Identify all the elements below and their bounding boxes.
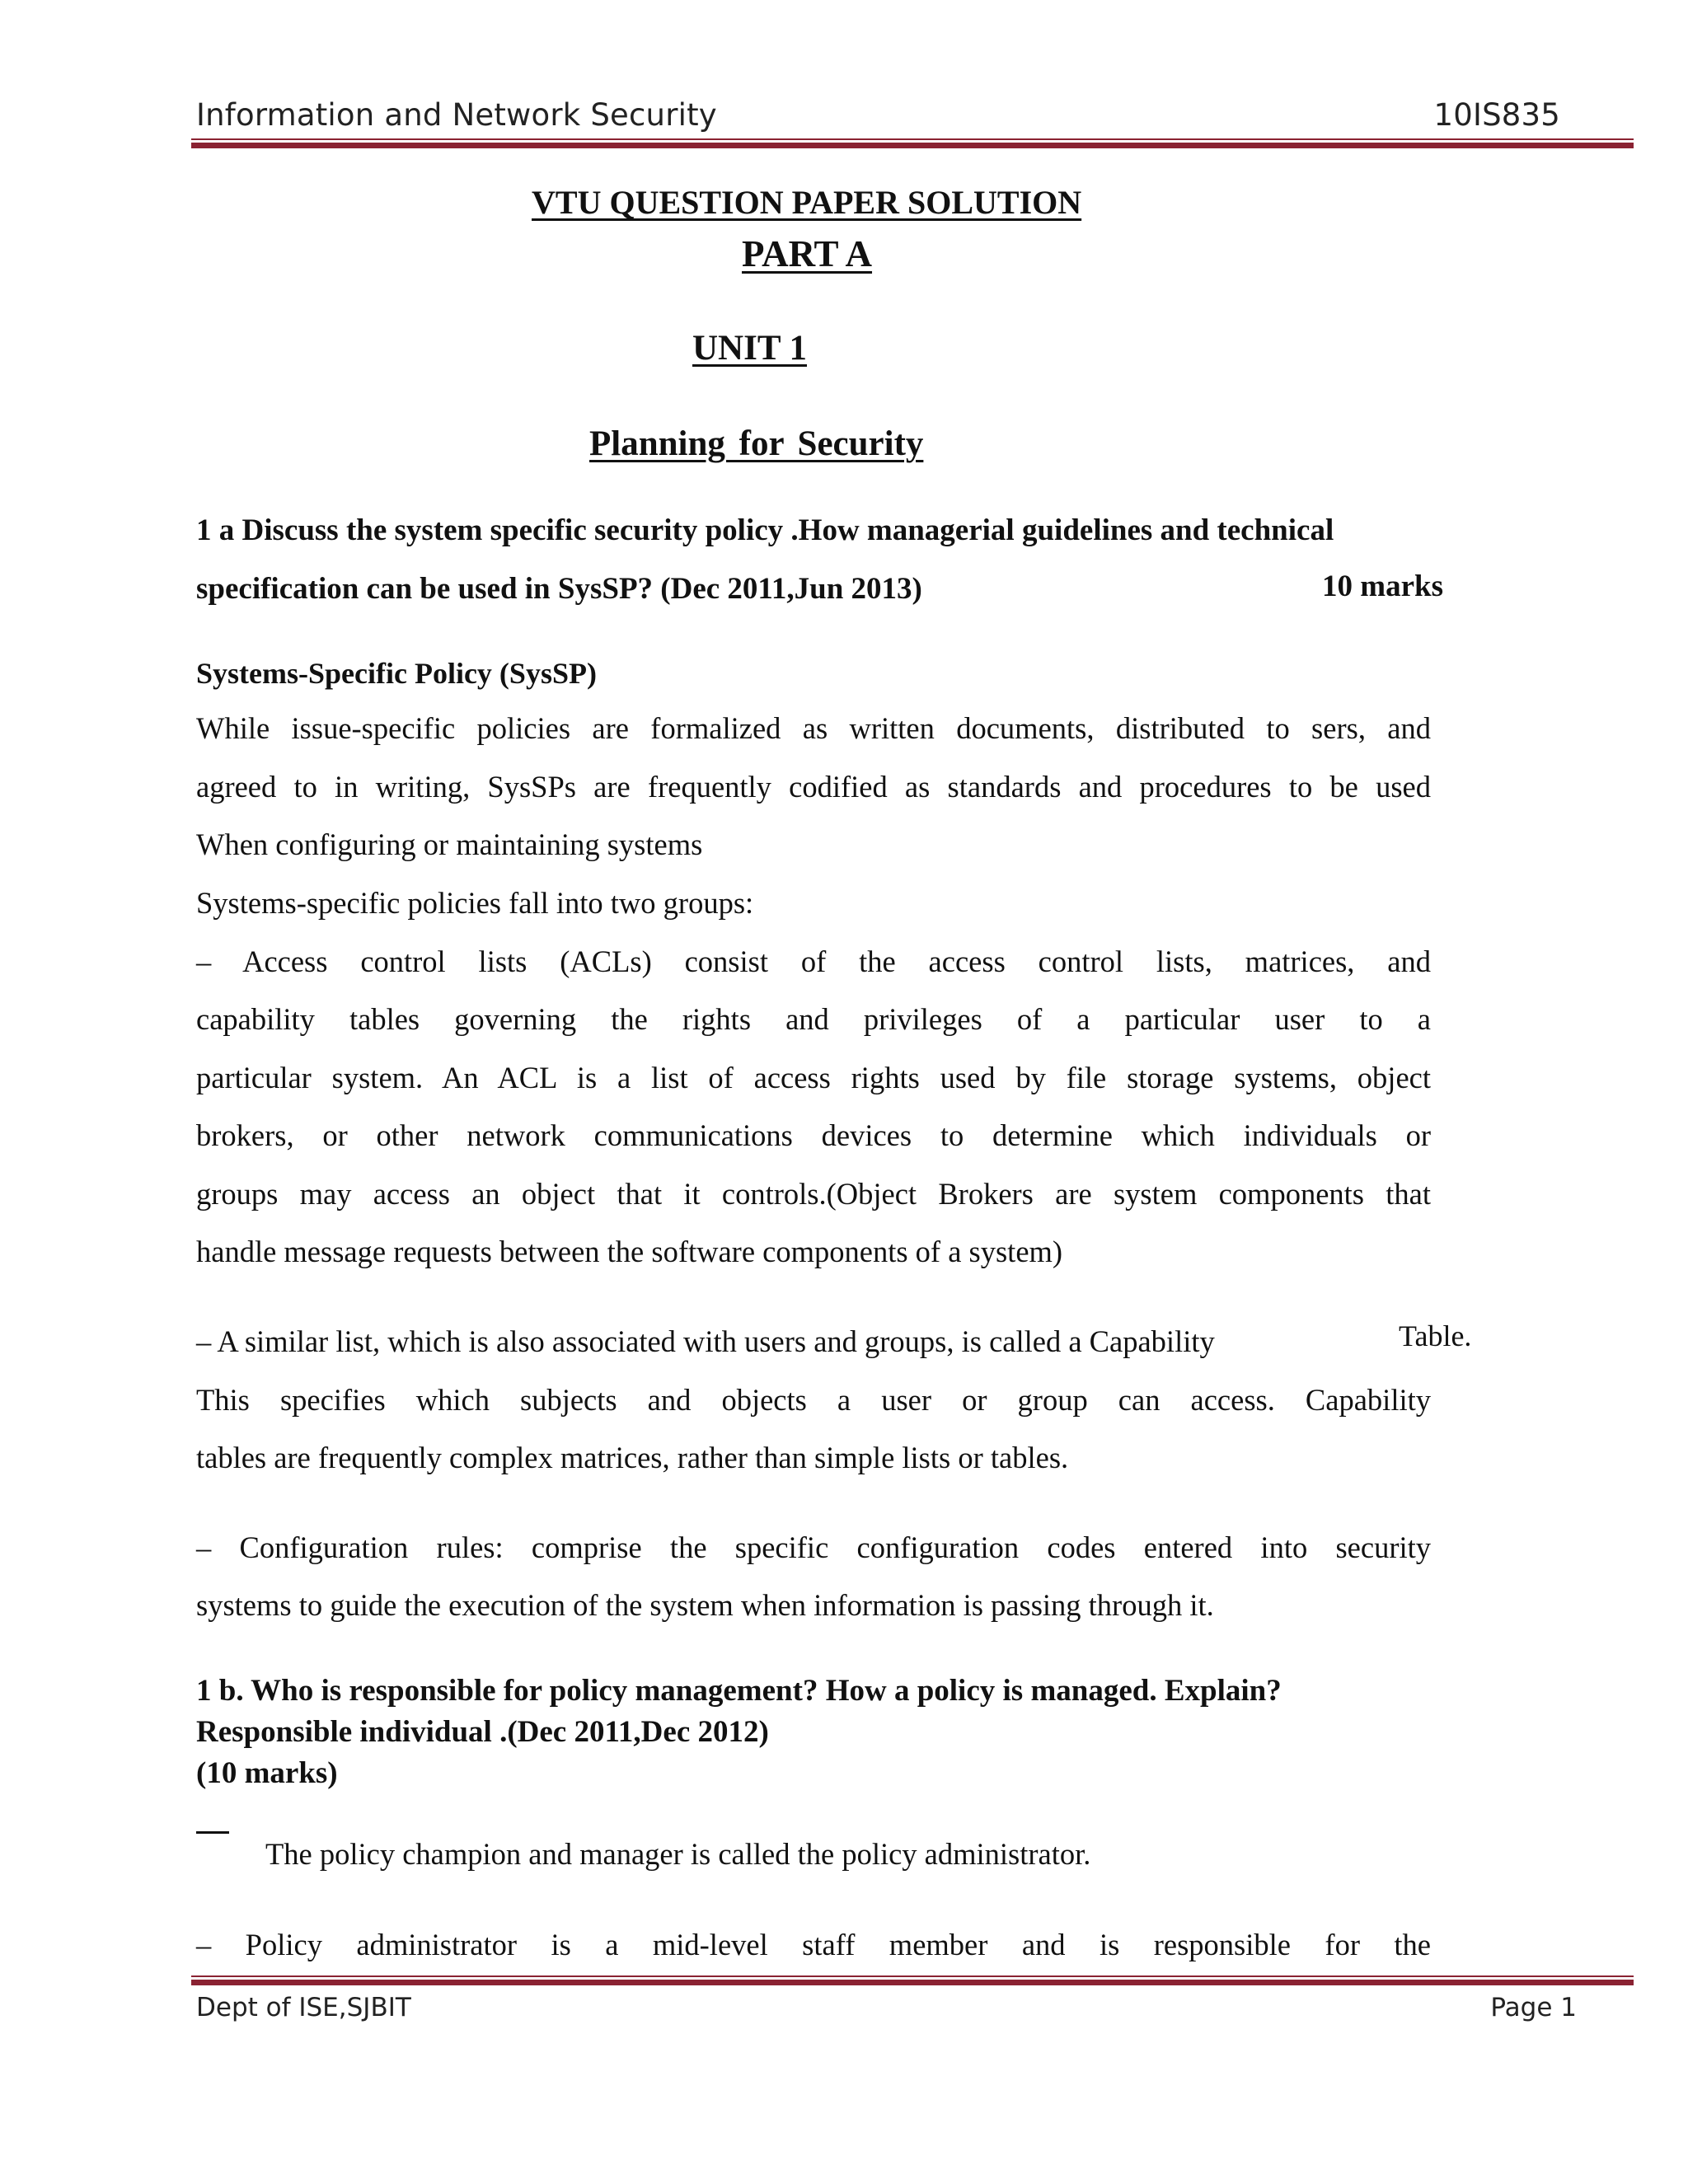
acl-line4: brokers, or other network communications devices to determine which individuals or xyxy=(196,1118,1431,1152)
footer-dept: Dept of ISE,SJBIT xyxy=(196,1993,411,2022)
header-title: Information and Network Security xyxy=(196,97,717,133)
cap-line1: – A similar list, which is also associated with users and groups, is called a Capability xyxy=(196,1324,1215,1358)
q1b-line2: – Policy administrator is a mid-level staff member and is responsible for the xyxy=(196,1928,1431,1961)
footer-rule xyxy=(191,1975,1634,1985)
paper-heading: VTU QUESTION PAPER SOLUTION xyxy=(532,184,1082,221)
header-course-code: 10IS835 xyxy=(1433,97,1560,133)
acl-line1: – Access control lists (ACLs) consist of the access control lists, matrices, and xyxy=(196,944,1431,978)
q1b-line1: The policy champion and manager is called the policy administrator. xyxy=(265,1837,1091,1871)
para1-line1: While issue-specific policies are formalized as written documents, distributed to sers, and xyxy=(196,711,1431,745)
bullet-dash xyxy=(196,1831,229,1834)
cap-line2: This specifies which subjects and objects a user or group can access. Capability xyxy=(196,1383,1431,1417)
para1-line3: When configuring or maintaining systems xyxy=(196,827,703,861)
acl-line2: capability tables governing the rights and privileges of a particular user to a xyxy=(196,1002,1431,1036)
part-heading: PART A xyxy=(742,233,873,274)
question-1b-line1: 1 b. Who is responsible for policy management? How a policy is managed. Explain? xyxy=(196,1674,1282,1708)
acl-line3: particular system. An ACL is a list of access rights used by file storage systems, object xyxy=(196,1061,1431,1094)
cap-table-word: Table. xyxy=(1399,1319,1472,1352)
config-line2: systems to guide the execution of the system when information is passing through it. xyxy=(196,1588,1214,1622)
acl-line5: groups may access an object that it controls.(Object Brokers are system components that xyxy=(196,1177,1431,1211)
header-rule xyxy=(191,138,1634,148)
footer-page-number: Page 1 xyxy=(1490,1993,1577,2022)
topic-heading: Planning for Security xyxy=(589,424,924,463)
question-1a-marks: 10 marks xyxy=(1322,569,1443,603)
para2-line: Systems-specific policies fall into two groups: xyxy=(196,886,754,920)
para1-line2: agreed to in writing, SysSPs are frequently codified as standards and procedures to be used xyxy=(196,770,1431,804)
cap-line3: tables are frequently complex matrices, rather than simple lists or tables. xyxy=(196,1441,1069,1474)
section-title: Systems-Specific Policy (SysSP) xyxy=(196,657,597,690)
question-1a-line1: 1 a Discuss the system specific security policy .How managerial guidelines and technical xyxy=(196,513,1334,547)
unit-heading: UNIT 1 xyxy=(692,329,807,368)
question-1b-line2: Responsible individual .(Dec 2011,Dec 2012) xyxy=(196,1715,769,1749)
question-1b-marks: (10 marks) xyxy=(196,1756,338,1790)
config-line1: – Configuration rules: comprise the specific configuration codes entered into security xyxy=(196,1530,1431,1564)
acl-line6: handle message requests between the software components of a system) xyxy=(196,1235,1063,1268)
question-1a-line2: specification can be used in SysSP? (Dec 2011,Jun 2013) xyxy=(196,572,922,606)
